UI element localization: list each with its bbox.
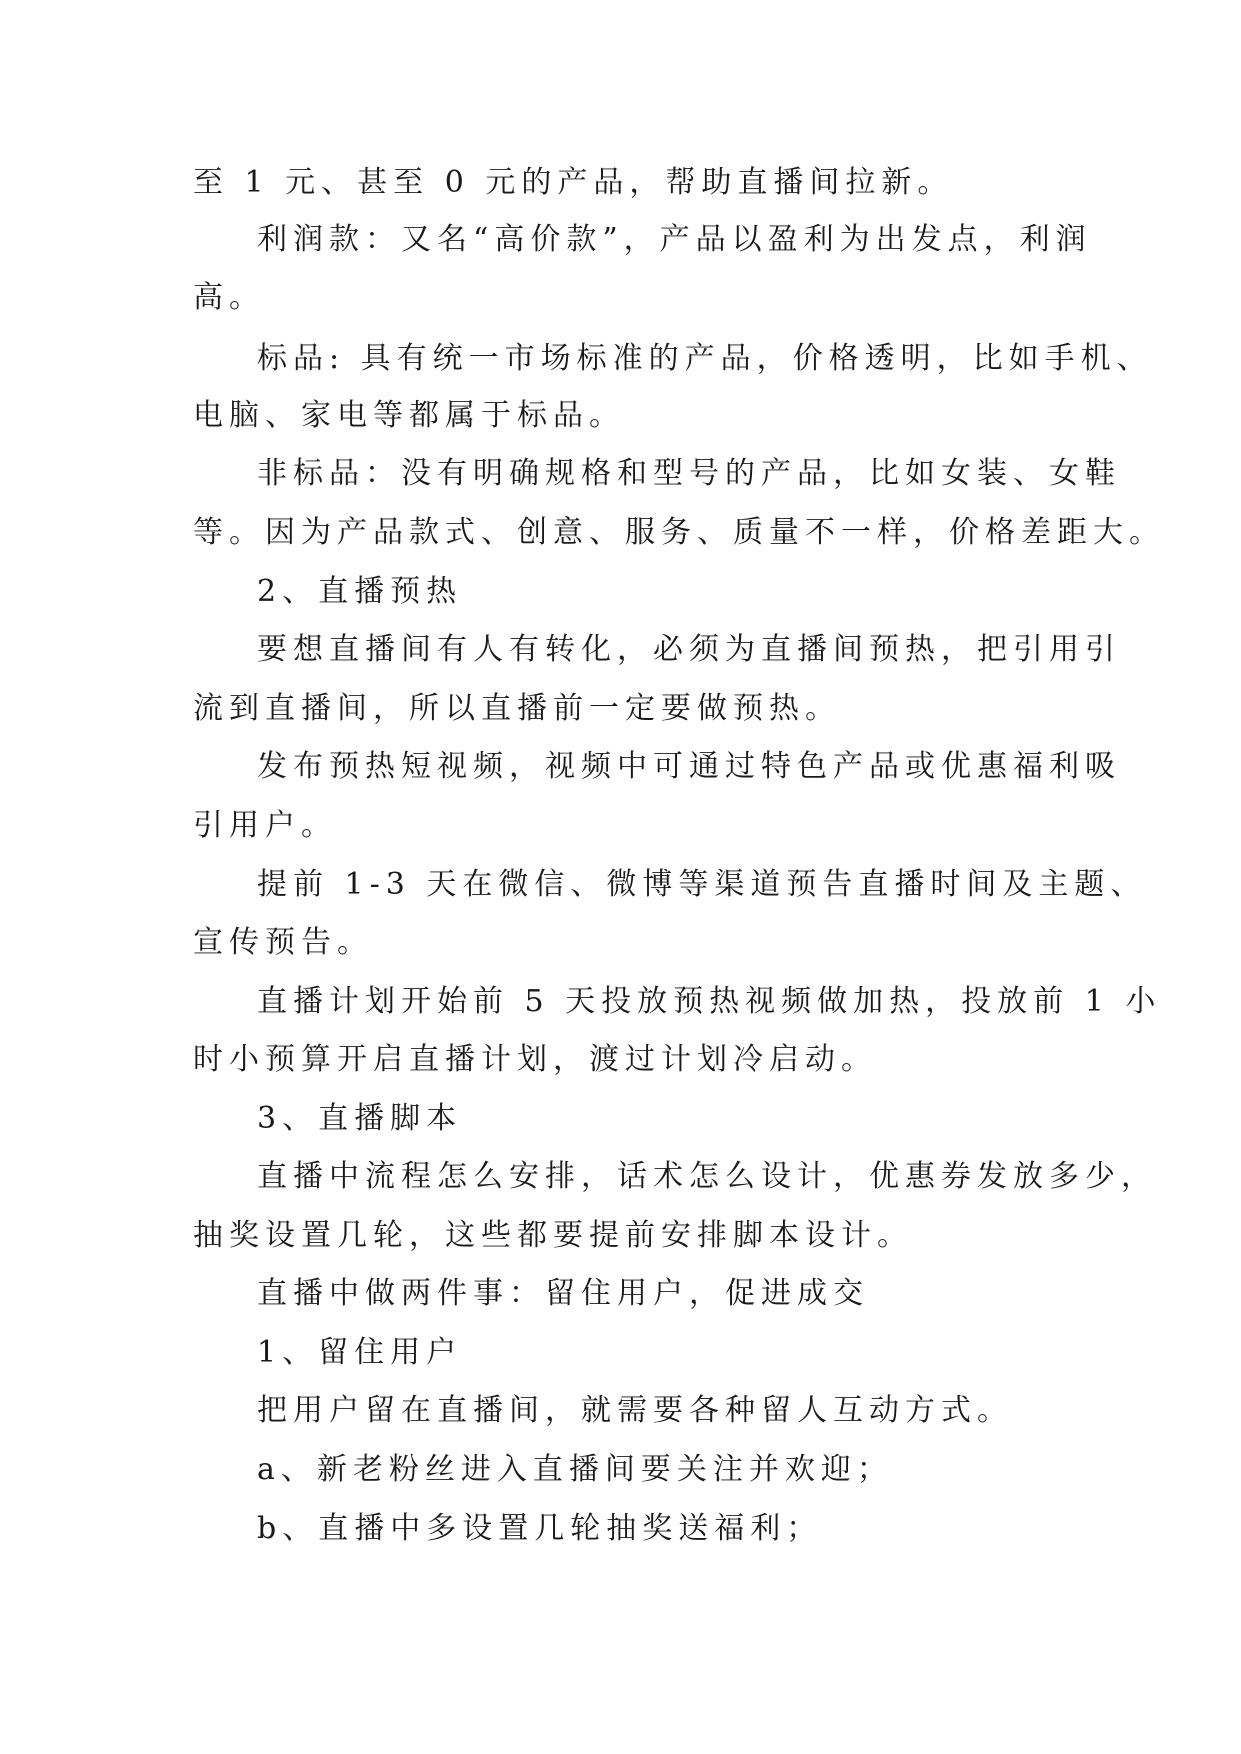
text-line: 至 1 元、甚至 0 元的产品，帮助直播间拉新。 [193,165,954,200]
text-line: 抽奖设置几轮，这些都要提前安排脚本设计。 [193,1218,913,1253]
section-heading: 2、直播预热 [257,574,463,609]
section-heading: 3、直播脚本 [257,1101,463,1136]
text-line: 提前 1-3 天在微信、微博等渠道预告直播时间及主题、 [257,867,1147,902]
list-item: b、直播中多设置几轮抽奖送福利； [257,1511,823,1546]
text-line: 非标品：没有明确规格和型号的产品，比如女装、女鞋 [257,456,1121,491]
text-line: 要想直播间有人有转化，必须为直播间预热，把引用引 [257,632,1121,667]
text-line: 高。 [193,280,265,315]
text-line: 时小预算开启直播计划，渡过计划冷启动。 [193,1042,877,1077]
text-line: 标品: 具有统一市场标准的产品，价格透明，比如手机、 [257,341,1153,376]
text-line: 利润款：又名“高价款”，产品以盈利为出发点，利润 [257,222,1092,257]
text-line: 直播计划开始前 5 天投放预热视频做加热，投放前 1 小 [257,984,1162,1019]
text-line: 引用户。 [193,808,337,843]
text-line: 发布预热短视频，视频中可通过特色产品或优惠福利吸 [257,749,1121,784]
text-line: 宣传预告。 [193,925,373,960]
text-line: 等。因为产品款式、创意、服务、质量不一样，价格差距大。 [193,515,1165,550]
list-item: a、新老粉丝进入直播间要关注并欢迎； [257,1452,893,1487]
text-line: 把用户留在直播间，就需要各种留人互动方式。 [257,1393,1013,1428]
text-line: 直播中流程怎么安排，话术怎么设计，优惠券发放多少， [257,1159,1157,1194]
text-line: 直播中做两件事：留住用户，促进成交 [257,1276,869,1311]
text-line: 电脑、家电等都属于标品。 [193,398,625,433]
section-heading: 1、留住用户 [257,1335,463,1370]
text-line: 流到直播间，所以直播前一定要做预热。 [193,691,841,726]
